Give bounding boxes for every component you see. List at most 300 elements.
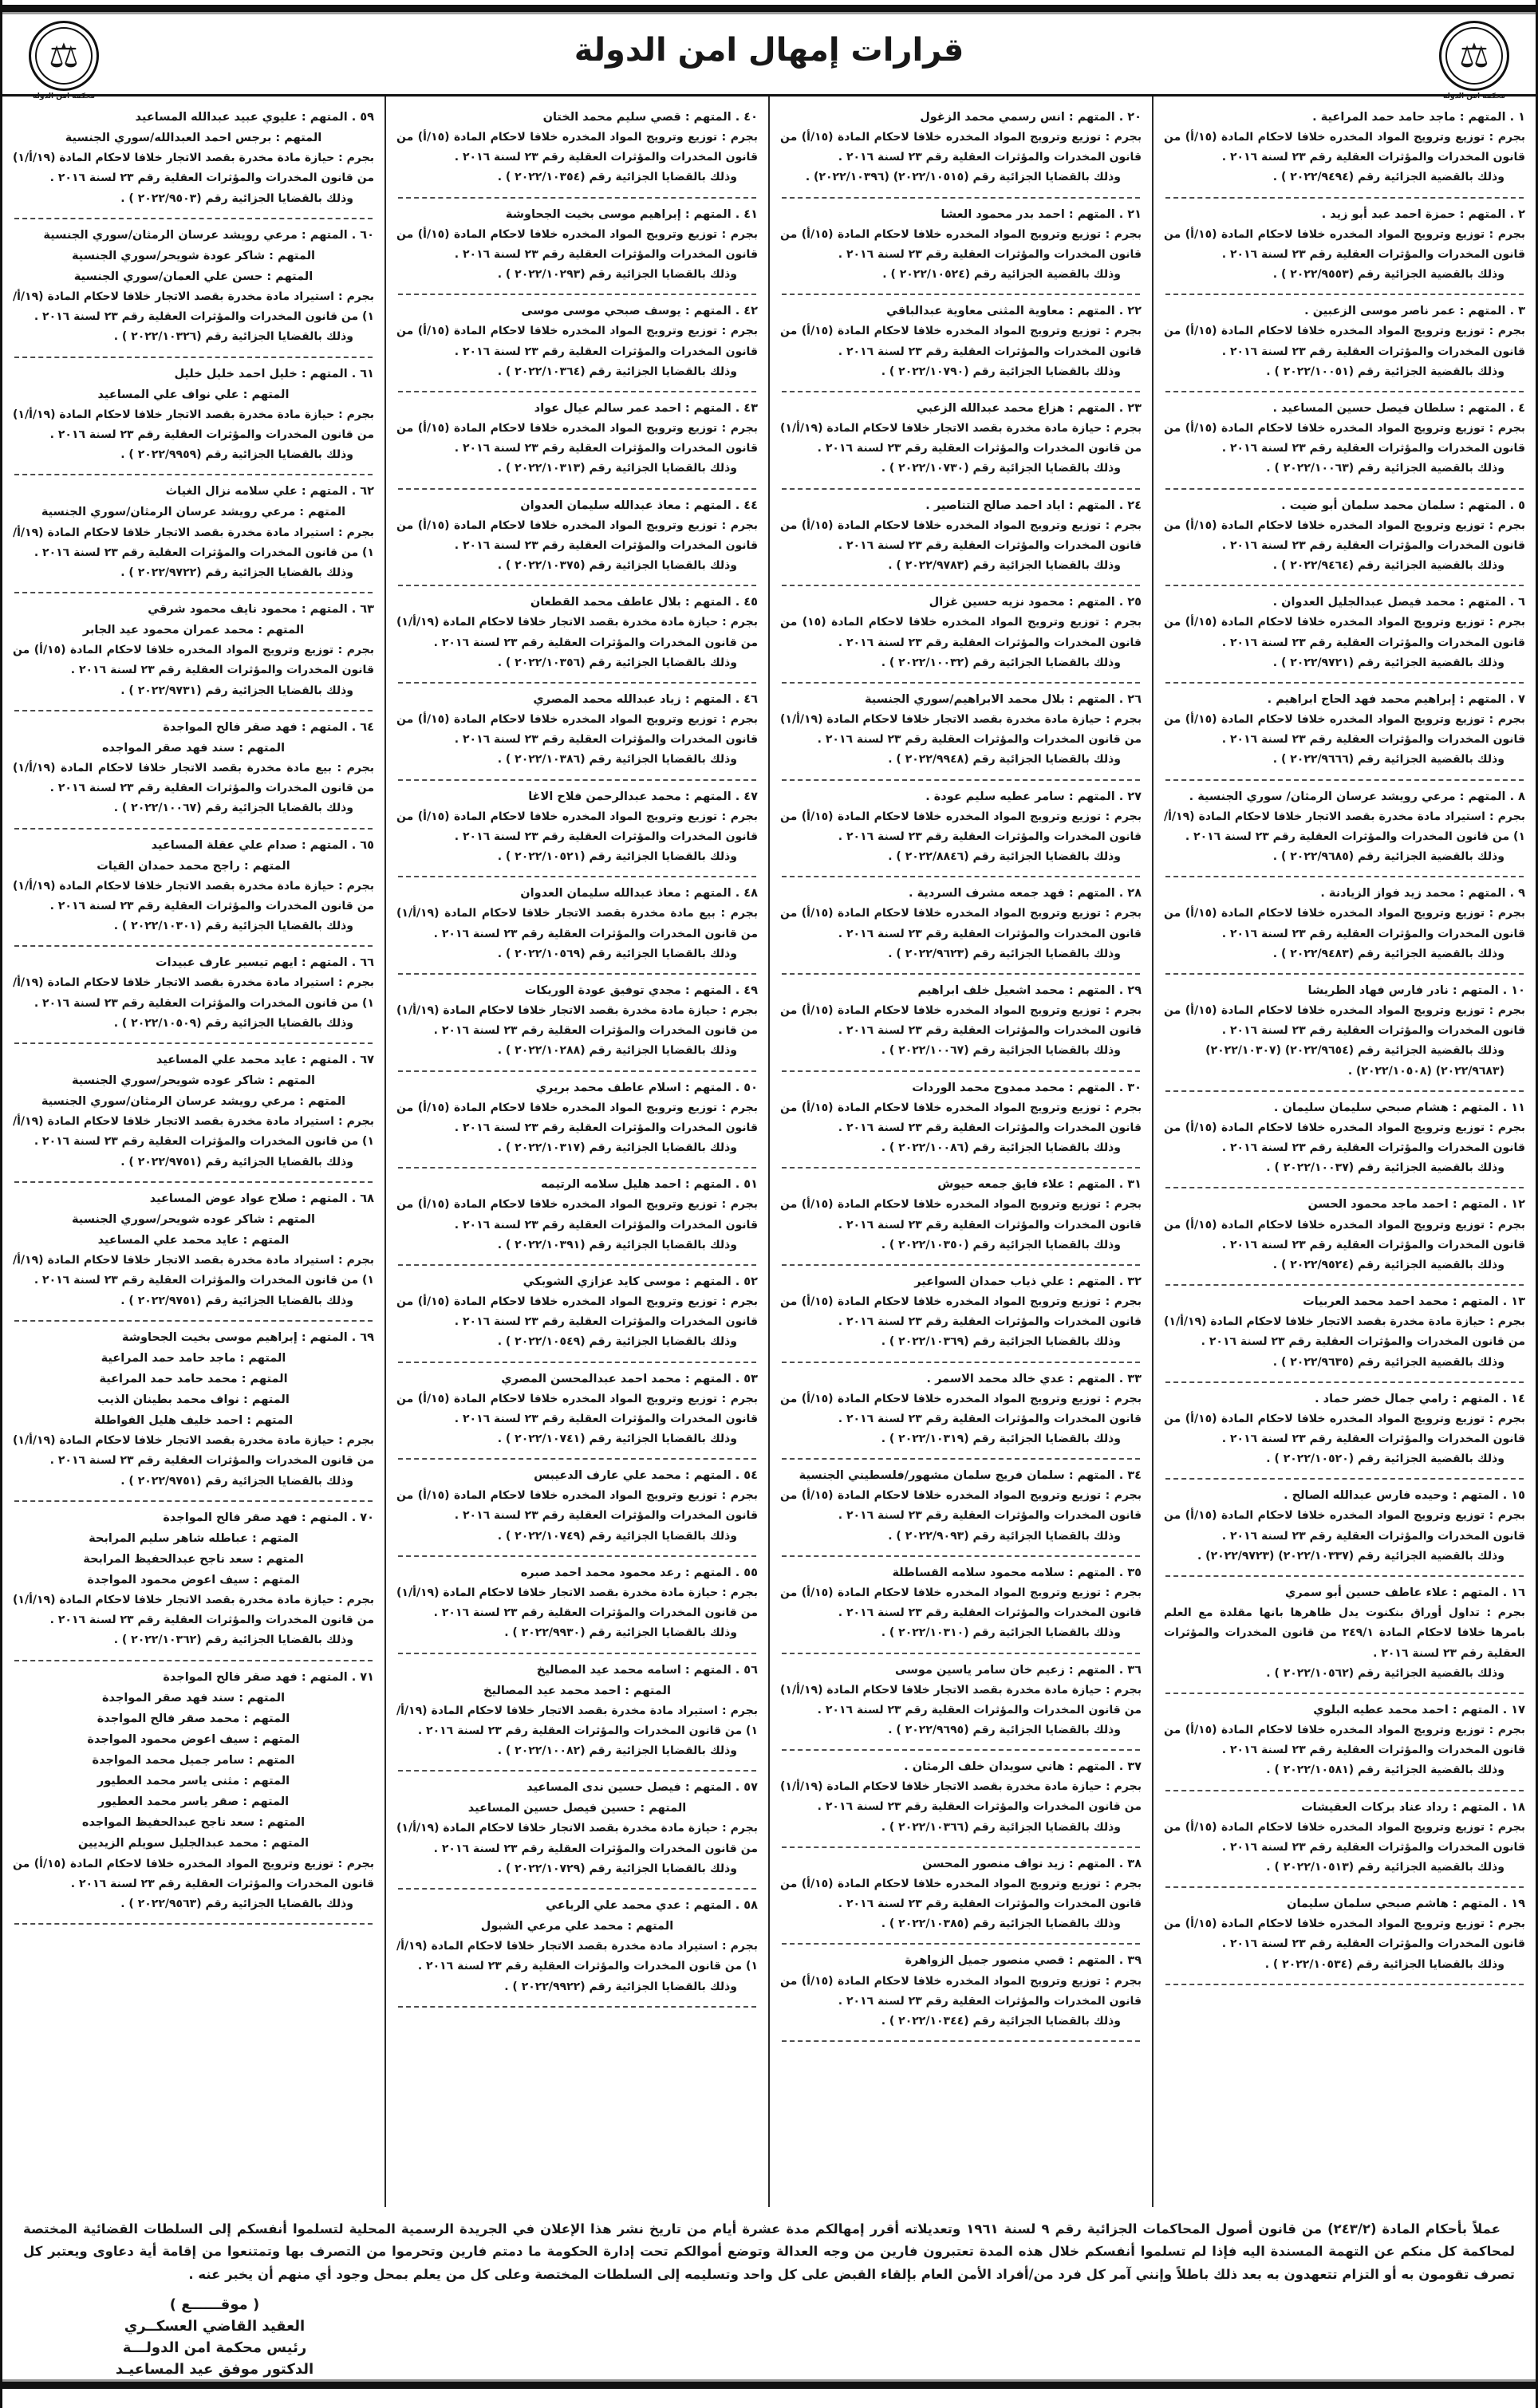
case-entry xyxy=(396,1170,758,1257)
accused-name: ٤٧ . المتهم : محمد عبدالرحمن فلاح الاغا xyxy=(528,790,758,803)
charge-text: بجرم : حيازة مادة مخدرة بقصد الاتجار خلافا لاحكام المادة (١٩/أ/١) من قانون المخدرات والمؤثرات العقلية رقم ٢٣ لسنة ٢٠١٦ . xyxy=(1164,1315,1525,1349)
accused-name: ٣٨ . المتهم : زيد نواف منصور المحسن xyxy=(922,1857,1142,1870)
case-number-line: وذلك بالقضايا الجزائية رقم (٢٠٢٢/١٠٥٠٩ ) . xyxy=(113,1016,353,1030)
charge-text: بجرم : توزيع وترويج المواد المخدره خلافا لاحكام المادة (١٥/أ) من قانون المخدرات والمؤثرات العقلية رقم ٢٣ لسنة ٢٠١٦ . xyxy=(780,518,1142,552)
accused-name: ٤٨ . المتهم : معاذ عبدالله سليمان العدوان xyxy=(520,887,758,901)
charge-text: بجرم : حيازة مادة مخدرة بقصد الاتجار خلافا لاحكام المادة (١٩/أ/١) من قانون المخدرات والمؤثرات العقلية رقم ٢٣ لسنة ٢٠١٦ . xyxy=(13,1434,374,1468)
accused-name: ٤٣ . المتهم : احمد عمر سالم عيال عواد xyxy=(534,401,758,415)
charge-text: بجرم : حيازة مادة مخدرة بقصد الاتجار خلافا لاحكام المادة (١٩/أ/١) من قانون المخدرات والمؤثرات العقلية رقم ٢٣ لسنة ٢٠١٦ . xyxy=(780,1683,1142,1716)
case-number-line: وذلك بالقضية الجزائية رقم (٢٠٢٢/٩٥٥٣ ) . xyxy=(1272,268,1504,282)
accused-name: ١٠ . المتهم : نادر فارس فهاد الطريشا xyxy=(1307,983,1525,997)
accused-name: المتهم : محمد علي مرعي الشبول xyxy=(480,1920,674,1933)
charge-text: بجرم : استيراد مادة مخدرة بقصد الاتجار خلافا لاحكام المادة (١٩/أ/١) من قانون المخدرات والمؤثرات العقلية رقم ٢٣ لسنة ٢٠١٦ . xyxy=(13,1254,374,1287)
entry-separator xyxy=(782,1458,1140,1460)
case-entry xyxy=(780,685,1142,772)
accused-name: ١١ . المتهم : هشام صبحي سليمان سليمان . xyxy=(1273,1101,1525,1114)
case-number-line: وذلك بالقضية الجزائية رقم (٢٠٢٢/٩٥٢٤ ) . xyxy=(1272,1258,1504,1271)
accused-name: ٣١ . المتهم : علاء فايق جمعه حيوش xyxy=(937,1178,1142,1192)
accused-name: ٢٣ . المتهم : هزاع محمد عبدالله الزعبي xyxy=(916,401,1142,415)
case-number-line: وذلك بالقضية الجزائية رقم (٢٠٢٢/٩٧٢١ ) . xyxy=(1272,656,1504,669)
case-entry xyxy=(13,831,374,939)
charge-text: بجرم : توزيع وترويج المواد المخدره خلافا لاحكام المادة (١٥/أ) من قانون المخدرات والمؤثرات العقلية رقم ٢٣ لسنة ٢٠١٦ . xyxy=(396,1489,759,1523)
accused-name: ٧١ . المتهم : فهد صقر فالح المواجدة xyxy=(163,1670,374,1684)
entry-separator xyxy=(14,828,373,830)
accused-name: ٦١ . المتهم : خليل احمد خليل خليل xyxy=(174,367,374,380)
charge-text: بجرم : تداول أوراق بنكنوت يدل ظاهرها بانها مقلدة مع العلم بامرها خلافا لاحكام المادة ٢٤٩/١ من قانون المخدرات والمؤثرات العقلية رقم ٢٣ لسنة ٢٠١٦ . xyxy=(1164,1606,1525,1660)
accused-name: ٢٠ . المتهم : انس رسمي محمد الزغول xyxy=(920,111,1142,124)
entry-separator xyxy=(782,1167,1140,1169)
scales-of-justice-icon: ⚖ xyxy=(49,36,79,75)
case-entry xyxy=(396,200,758,287)
charge-text: بجرم : استيراد مادة مخدرة بقصد الاتجار خلافا لاحكام المادة (١٩/أ/١) من قانون المخدرات والمؤثرات العقلية رقم ٢٣ لسنة ٢٠١٦ . xyxy=(13,290,374,324)
case-entry xyxy=(780,1267,1142,1354)
charge-text: بجرم : توزيع وترويج المواد المخدره خلافا لاحكام المادة (١٥/أ) من قانون المخدرات والمؤثرات العقلية رقم ٢٣ لسنة ٢٠١٦ . xyxy=(1164,1509,1526,1543)
case-entry xyxy=(780,976,1142,1063)
seal-caption: محكمة امن الدولة xyxy=(1443,93,1505,100)
case-number-line: وذلك بالقضية الجزائية رقم (٢٠٢٢/٩٤٩٤ ) . xyxy=(1272,171,1504,184)
entry-separator xyxy=(398,1555,756,1557)
charge-text: بجرم : توزيع وترويج المواد المخدره خلافا لاحكام المادة (١٥/أ) من قانون المخدرات والمؤثرات العقلية رقم ٢٣ لسنة ٢٠١٦ . xyxy=(13,644,375,677)
charge-text: بجرم : توزيع وترويج المواد المخدره خلافا لاحكام المادة (١٥/أ) من قانون المخدرات والمؤثرات العقلية رقم ٢٣ لسنة ٢٠١٦ . xyxy=(396,131,759,164)
case-entry xyxy=(13,1046,374,1174)
entry-separator xyxy=(398,973,756,975)
entry-separator xyxy=(782,197,1140,199)
case-number-line: وذلك بالقضية الجزائية رقم (٢٠٢٢/١٠٥١٣ ) . xyxy=(1266,1861,1504,1874)
charge-text: بجرم : توزيع وترويج المواد المخدره خلافا لاحكام المادة (١٥/أ) من قانون المخدرات والمؤثرات العقلية رقم ٢٣ لسنة ٢٠١٦ . xyxy=(1164,325,1526,358)
charge-text: بجرم : توزيع وترويج المواد المخدره خلافا لاحكام المادة (١٥/أ) من قانون المخدرات والمؤثرات العقلية رقم ٢٣ لسنة ٢٠١٦ . xyxy=(396,1295,759,1329)
entry-separator xyxy=(398,1653,756,1654)
charge-text: بجرم : توزيع وترويج المواد المخدره خلافا لاحكام المادة (١٥/أ) من قانون المخدرات والمؤثرات العقلية رقم ٢٣ لسنة ٢٠١٦ . xyxy=(396,422,759,455)
case-number-line: وذلك بالقضايا الجزائية رقم (٢٠٢٢/٩٥٠٣ ) . xyxy=(120,191,353,205)
entry-separator xyxy=(1165,1575,1524,1577)
case-entry xyxy=(396,976,758,1063)
masthead xyxy=(2,14,1536,100)
accused-name: ٥٨ . المتهم : عدي محمد علي الرباعي xyxy=(546,1899,758,1912)
entry-separator xyxy=(782,1555,1140,1557)
case-entry xyxy=(396,1461,758,1548)
case-entry xyxy=(780,1850,1142,1937)
case-entry xyxy=(1164,1094,1525,1180)
charge-text: بجرم : توزيع وترويج المواد المخدره خلافا لاحكام المادة (١٥/أ) من قانون المخدرات والمؤثرات العقلية رقم ٢٣ لسنة ٢٠١٦ . xyxy=(1164,1723,1526,1757)
entry-separator xyxy=(398,1070,756,1072)
case-number-line: وذلك بالقضايا الجزائية رقم (٢٠٢٢/١٠٧٣٠ ) . xyxy=(881,462,1121,475)
case-entry xyxy=(780,103,1142,190)
entry-separator xyxy=(782,488,1140,490)
entry-separator xyxy=(398,1264,756,1266)
accused-name: ٢٧ . المتهم : سامر عطيه سليم عودة . xyxy=(925,790,1142,803)
case-entry xyxy=(13,713,374,821)
entry-separator xyxy=(14,945,373,947)
case-entry xyxy=(13,103,374,211)
charge-text: بجرم : توزيع وترويج المواد المخدره خلافا لاحكام المادة (١٥) من قانون المخدرات والمؤثرات العقلية رقم ٢٣ لسنة ٢٠١٦ . xyxy=(780,616,1142,649)
case-number-line: وذلك بالقضية الجزائية رقم (٢٠٢٢/٩٦٨٥ ) . xyxy=(1272,850,1504,864)
accused-name: ١٤ . المتهم : رامي جمال خضر حماد . xyxy=(1315,1392,1525,1405)
case-entry xyxy=(1164,1578,1525,1685)
case-entry xyxy=(396,394,758,481)
accused-name: ٣٢ . المتهم : علي ذياب حمدان السواعير xyxy=(914,1275,1142,1288)
case-number-line: وذلك بالقضايا الجزائية رقم (٢٠٢٢/١٠٠٦٧ ) . xyxy=(113,802,353,815)
entry-separator xyxy=(1165,973,1524,975)
charge-text: بجرم : توزيع وترويج المواد المخدره خلافا لاحكام المادة (١٥/أ) من قانون المخدرات والمؤثرات العقلية رقم ٢٣ لسنة ٢٠١٦ . xyxy=(780,907,1142,940)
case-entry xyxy=(396,1773,758,1881)
charge-text: بجرم : حيازة مادة مخدرة بقصد الاتجار خلافا لاحكام المادة (١٩/أ/١) من قانون المخدرات والمؤثرات العقلية رقم ٢٣ لسنة ٢٠١٦ . xyxy=(396,1586,758,1620)
charge-text: بجرم : توزيع وترويج المواد المخدره خلافا لاحكام المادة (١٥/أ) من قانون المخدرات والمؤثرات العقلية رقم ٢٣ لسنة ٢٠١٦ . xyxy=(1164,1004,1526,1038)
charge-text: بجرم : حيازة مادة مخدرة بقصد الاتجار خلافا لاحكام المادة (١٩/أ/١) من قانون المخدرات والمؤثرات العقلية رقم ٢٣ لسنة ٢٠١٦ . xyxy=(396,1822,758,1855)
charge-text: بجرم : توزيع وترويج المواد المخدره خلافا لاحكام المادة (١٥/أ) من قانون المخدرات والمؤثرات العقلية رقم ٢٣ لسنة ٢٠١٦ . xyxy=(1164,1218,1526,1251)
case-number-line: وذلك بالقضايا الجزائية رقم (٢٠٢٢/١٠٣٥٠ ) . xyxy=(881,1238,1121,1251)
top-border-rule xyxy=(2,5,1536,14)
accused-name: ٥٦ . المتهم : اسامه محمد عيد المصاليخ xyxy=(536,1663,758,1677)
accused-name: المتهم : شاكر عوده شويحر/سوري الجنسية xyxy=(72,1074,315,1088)
case-entry xyxy=(396,1559,758,1645)
case-number-line: وذلك بالقضايا الجزائية رقم (٢٠٢٢/٩٦٩٥ ) . xyxy=(888,1723,1121,1736)
case-entry xyxy=(780,1074,1142,1161)
charge-text: بجرم : حيازة مادة مخدرة بقصد الاتجار خلافا لاحكام المادة (١٩/أ/١) من قانون المخدرات والمؤثرات العقلية رقم ٢٣ لسنة ٢٠١٦ . xyxy=(396,1004,758,1038)
case-entry xyxy=(1164,1190,1525,1277)
accused-name: المتهم : ماجد حامد حمد المراعية xyxy=(101,1351,286,1365)
case-entry xyxy=(780,1656,1142,1743)
case-entry xyxy=(1164,1890,1525,1976)
accused-name: ١٢ . المتهم : احمد ماجد محمود الحسن xyxy=(1307,1198,1525,1212)
charge-text: بجرم : توزيع وترويج المواد المخدره خلافا لاحكام المادة (١٥/أ) من قانون المخدرات والمؤثرات العقلية رقم ٢٣ لسنة ٢٠١٦ . xyxy=(396,518,759,552)
entry-separator xyxy=(398,876,756,877)
entry-separator xyxy=(398,2006,756,2008)
seal-circle xyxy=(1439,21,1509,91)
charge-text: بجرم : حيازة مادة مخدرة بقصد الاتجار خلافا لاحكام المادة (١٩/أ/١) من قانون المخدرات والمؤثرات العقلية رقم ٢٣ لسنة ٢٠١٦ . xyxy=(13,152,374,185)
case-entry xyxy=(396,588,758,675)
charge-text: بجرم : توزيع وترويج المواد المخدره خلافا لاحكام المادة (١٥/أ) من قانون المخدرات والمؤثرات العقلية رقم ٢٣ لسنة ٢٠١٦ . xyxy=(1164,518,1526,552)
charge-text: بجرم : حيازة مادة مخدرة بقصد الاتجار خلافا لاحكام المادة (١٩/أ/١) من قانون المخدرات والمؤثرات العقلية رقم ٢٣ لسنة ٢٠١٦ . xyxy=(13,408,374,441)
case-entry xyxy=(396,1365,758,1452)
accused-name: المتهم : محمد صقر فالح المواجدة xyxy=(97,1712,290,1725)
case-entry xyxy=(13,360,374,467)
accused-name: المتهم : سعد ناجح عبدالحفيظ المواجده xyxy=(81,1816,306,1830)
case-number-line: وذلك بالقضايا الجزائية رقم (٢٠٢٢/٩٩٤٨ ) . xyxy=(888,753,1121,767)
case-number-line: وذلك بالقضية الجزائية رقم (٢٠٢٢/٩٦٥٤) (٢٠٢٢/١٠٣٠٧) (٢٠٢٢/٩٦٨٣) (٢٠٢٢/١٠٥٠٨) . xyxy=(1205,1044,1504,1078)
charge-text: بجرم : توزيع وترويج المواد المخدره خلافا لاحكام المادة (١٥/أ) من قانون المخدرات والمؤثرات العقلية رقم ٢٣ لسنة ٢٠١٦ . xyxy=(1164,1121,1526,1155)
charge-text: بجرم : توزيع وترويج المواد المخدره خلافا لاحكام المادة (١٥/أ) من قانون المخدرات والمؤثرات العقلية رقم ٢٣ لسنة ٢٠١٦ . xyxy=(780,1198,1142,1232)
accused-name: المتهم : احمد خليف هليل الفواطلة xyxy=(93,1414,294,1428)
column xyxy=(386,97,770,2207)
entry-separator xyxy=(782,1264,1140,1266)
accused-name: ٤٢ . المتهم : يوسف صبحي موسى موسى xyxy=(521,305,758,318)
accused-name: ٦٤ . المتهم : فهد صقر فالح المواجدة xyxy=(163,720,374,734)
charge-text: بجرم : استيراد مادة مخدرة بقصد الاتجار خلافا لاحكام المادة (١٩/أ/١) من قانون المخدرات والمؤثرات العقلية رقم ٢٣ لسنة ٢٠١٦ . xyxy=(1164,810,1525,843)
accused-name: ٢ . المتهم : حمزة احمد عبد أبو زيد . xyxy=(1321,207,1525,221)
entry-separator xyxy=(398,488,756,490)
entry-separator xyxy=(398,391,756,392)
case-entry xyxy=(13,1504,374,1653)
case-entry xyxy=(1164,1793,1525,1880)
accused-name: ١ . المتهم : ماجد حامد حمد المراعية . xyxy=(1312,111,1525,124)
case-entry xyxy=(1164,1385,1525,1472)
entry-separator xyxy=(782,1070,1140,1072)
signature-line: ( موقــــــع ) xyxy=(169,2296,260,2314)
case-number-line: وذلك بالقضايا الجزائية رقم (٢٠٢٢/٩٠٩٣ ) . xyxy=(888,1529,1121,1543)
entry-separator xyxy=(1165,876,1524,877)
charge-text: بجرم : توزيع وترويج المواد المخدره خلافا لاحكام المادة (١٥/أ) من قانون المخدرات والمؤثرات العقلية رقم ٢٣ لسنة ٢٠١٦ . xyxy=(780,1489,1142,1523)
case-number-line: وذلك بالقضايا الجزائية رقم (٢٠٢٢/٩٩٣٠ ) . xyxy=(504,1626,737,1640)
accused-name: ٢٨ . المتهم : فهد جمعه مشرف السردية . xyxy=(909,887,1142,901)
accused-name: ٨ . المتهم : مرعي رويشد عرسان الرمثان/ سوري الجنسية . xyxy=(1189,790,1525,803)
charge-text: بجرم : توزيع وترويج المواد المخدره خلافا لاحكام المادة (١٥/أ) من قانون المخدرات والمؤثرات العقلية رقم ٢٣ لسنة ٢٠١٦ . xyxy=(1164,131,1526,164)
case-number-line: وذلك بالقضايا الجزائية رقم (٢٠٢٢/١٠٧٩٠ ) . xyxy=(881,365,1121,378)
case-entry xyxy=(1164,1696,1525,1783)
case-entry xyxy=(1164,103,1525,190)
case-number-line: وذلك بالقضايا الجزائية رقم (٢٠٢٢/٩٧٣١ ) . xyxy=(120,684,353,697)
accused-name: ٣٠ . المتهم : محمد ممدوح محمد الوردات xyxy=(912,1081,1142,1094)
entry-separator xyxy=(1165,1478,1524,1480)
case-number-line: وذلك بالقضية الجزائية رقم (٢٠٢٢/٩٤٦٤ ) . xyxy=(1272,559,1504,573)
accused-name: ٤٠ . المتهم : قصي سليم محمد الختان xyxy=(542,111,758,124)
case-number-line: وذلك بالقضايا الجزائية رقم (٢٠٢٢/١٠٣٩١ ) . xyxy=(497,1238,737,1251)
case-entry xyxy=(396,1656,758,1764)
entry-separator xyxy=(14,357,373,358)
charge-text: بجرم : توزيع وترويج المواد المخدره خلافا لاحكام المادة (١٥/أ) من قانون المخدرات والمؤثرات العقلية رقم ٢٣ لسنة ٢٠١٦ . xyxy=(1164,227,1526,261)
case-entry xyxy=(1164,685,1525,772)
entry-separator xyxy=(14,1181,373,1183)
case-entry xyxy=(396,491,758,578)
case-number-line: وذلك بالقضايا الجزائية رقم (٢٠٢٢/١٠٢٨٨ ) . xyxy=(497,1044,737,1058)
case-number-line: وذلك بالقضايا الجزائية رقم (٢٠٢٢/٩٧٥١ ) . xyxy=(120,1155,353,1169)
charge-text: بجرم : توزيع وترويج المواد المخدره خلافا لاحكام المادة (١٥/أ) من قانون المخدرات والمؤثرات العقلية رقم ٢٣ لسنة ٢٠١٦ . xyxy=(13,1857,375,1890)
case-number-line: وذلك بالقضايا الجزائية رقم (٢٠٢٢/١٠٣٦٢ ) . xyxy=(113,1634,353,1647)
charge-text: بجرم : توزيع وترويج المواد المخدره خلافا لاحكام المادة (١٥/أ) من قانون المخدرات والمؤثرات العقلية رقم ٢٣ لسنة ٢٠١٦ . xyxy=(396,713,759,747)
case-entry xyxy=(780,491,1142,578)
case-number-line: وذلك بالقضية الجزائية رقم (٢٠٢٢/١٠٥٨١ ) . xyxy=(1266,1764,1504,1777)
case-number-line: وذلك بالقضايا الجزائية رقم (٢٠٢٢/٩٩٥٩ ) . xyxy=(120,448,353,462)
accused-name: ١٦ . المتهم : علاء عاطف حسين أبو سمري xyxy=(1285,1586,1525,1600)
accused-name: ٥٠ . المتهم : اسلام عاطف محمد بريري xyxy=(535,1081,758,1094)
court-seal-left xyxy=(1430,21,1518,100)
case-entry xyxy=(1164,1287,1525,1374)
accused-name: المتهم : احمد محمد عيد المصاليخ xyxy=(483,1684,671,1697)
entry-separator xyxy=(1165,488,1524,490)
charge-text: بجرم : توزيع وترويج المواد المخدره خلافا لاحكام المادة (١٥/أ) من قانون المخدرات والمؤثرات العقلية رقم ٢٣ لسنة ٢٠١٦ . xyxy=(1164,907,1526,940)
accused-name: المتهم : برجس احمد العبدالله/سوري الجنسية xyxy=(65,132,322,145)
accused-name: ٧ . المتهم : إبراهيم محمد فهد الحاج ابراهيم . xyxy=(1267,692,1525,706)
accused-name: ١٩ . المتهم : هاشم صبحي سلمان سليمان xyxy=(1287,1898,1525,1911)
case-number-line: وذلك بالقضايا الجزائية رقم (٢٠٢٢/١٠٠٣٢ ) . xyxy=(881,656,1121,669)
accused-name: المتهم : علي نواف علي المساعيد xyxy=(97,388,290,401)
case-entry xyxy=(1164,782,1525,869)
charge-text: بجرم : توزيع وترويج المواد المخدره خلافا لاحكام المادة (١٥/أ) من قانون المخدرات والمؤثرات العقلية رقم ٢٣ لسنة ٢٠١٦ . xyxy=(396,810,759,843)
column xyxy=(1154,97,1536,2207)
case-number-line: وذلك بالقضايا الجزائية رقم (٢٠٢٢/١٠٢٩٣ ) . xyxy=(497,268,737,282)
case-entry xyxy=(396,103,758,190)
case-number-line: وذلك بالقضايا الجزائية رقم (٢٠٢٢/١٠٥٤٩ ) . xyxy=(497,1335,737,1349)
charge-text: بجرم : توزيع وترويج المواد المخدره خلافا لاحكام المادة (١٥/أ) من قانون المخدرات والمؤثرات العقلية رقم ٢٣ لسنة ٢٠١٦ . xyxy=(780,131,1142,164)
case-entry xyxy=(780,1365,1142,1452)
accused-name: المتهم : حسن علي العمان/سوري الجنسية xyxy=(73,270,314,283)
accused-name: ٢٦ . المتهم : بلال محمد الابراهيم/سوري الجنسية xyxy=(865,692,1142,706)
charge-text: بجرم : توزيع وترويج المواد المخدره خلافا لاحكام المادة (١٥/أ) من قانون المخدرات والمؤثرات العقلية رقم ٢٣ لسنة ٢٠١٦ . xyxy=(1164,1917,1526,1951)
case-entry xyxy=(780,200,1142,287)
case-number-line: وذلك بالقضايا الجزائية رقم (٢٠٢٢/٩٧٨٣ ) . xyxy=(888,559,1121,573)
accused-name: ١٧ . المتهم : احمد محمد عطيه البلوي xyxy=(1313,1703,1525,1716)
accused-name: ٥١ . المتهم : احمد هليل سلامه الرتيمه xyxy=(540,1178,758,1192)
charge-text: بجرم : حيازة مادة مخدرة بقصد الاتجار خلافا لاحكام المادة (١٩/أ/١) من قانون المخدرات والمؤثرات العقلية رقم ٢٣ لسنة ٢٠١٦ . xyxy=(13,879,374,912)
accused-name: ٣٩ . المتهم : قصي منصور جميل الزواهرة xyxy=(905,1954,1142,1968)
entry-separator xyxy=(398,779,756,781)
seal-circle xyxy=(29,21,99,91)
entry-separator xyxy=(14,1042,373,1044)
entry-separator xyxy=(14,1660,373,1661)
charge-text: بجرم : توزيع وترويج المواد المخدره خلافا لاحكام المادة (١٥/أ) من قانون المخدرات والمؤثرات العقلية رقم ٢٣ لسنة ٢٠١٦ . xyxy=(396,227,759,261)
case-entry xyxy=(396,297,758,384)
case-entry xyxy=(780,394,1142,481)
entry-separator xyxy=(1165,1693,1524,1694)
case-entry xyxy=(13,1663,374,1916)
accused-name: ٦٠ . المتهم : مرعي رويشد عرسان الرمثان/سوري الجنسية xyxy=(43,228,374,242)
case-entry xyxy=(780,588,1142,675)
charge-text: بجرم : بيع مادة مخدرة بقصد الاتجار خلافا لاحكام المادة (١٩/أ/١) من قانون المخدرات والمؤثرات العقلية رقم ٢٣ لسنة ٢٠١٦ . xyxy=(396,907,758,940)
accused-name: المتهم : سيف اعوض محمود المواجدة xyxy=(87,1732,300,1746)
case-entry xyxy=(396,685,758,772)
column xyxy=(2,97,386,2207)
case-number-line: وذلك بالقضايا الجزائية رقم (٢٠٢٢/٩٧٥١ ) . xyxy=(120,1294,353,1307)
accused-name: ٢٥ . المتهم : محمود نزيه حسين غزال xyxy=(929,596,1142,609)
case-number-line: وذلك بالقضايا الجزائية رقم (٢٠٢٢/١٠٥٢١ ) . xyxy=(497,850,737,864)
charge-text: بجرم : توزيع وترويج المواد المخدره خلافا لاحكام المادة (١٥/أ) من قانون المخدرات والمؤثرات العقلية رقم ٢٣ لسنة ٢٠١٦ . xyxy=(780,1101,1142,1134)
case-entry xyxy=(1164,200,1525,287)
charge-text: بجرم : حيازة مادة مخدرة بقصد الاتجار خلافا لاحكام المادة (١٩/أ/١) من قانون المخدرات والمؤثرات العقلية رقم ٢٣ لسنة ٢٠١٦ . xyxy=(780,1780,1142,1814)
case-entry xyxy=(1164,297,1525,384)
entry-separator xyxy=(782,585,1140,586)
accused-name: ٦٢ . المتهم : علي سلامه نزال الغياث xyxy=(165,485,374,499)
case-entry xyxy=(780,782,1142,869)
case-number-line: وذلك بالقضايا الجزائية رقم (٢٠٢٢/١٠٥١٥) (٢٠٢٢/١٠٣٩٦) . xyxy=(805,171,1121,184)
entry-separator xyxy=(398,1362,756,1363)
entry-separator xyxy=(14,710,373,711)
accused-name: ١٣ . المتهم : محمد احمد محمد العربيات xyxy=(1303,1295,1525,1309)
entry-separator xyxy=(14,1923,373,1925)
accused-name: ٤٥ . المتهم : بلال عاطف محمد القطعان xyxy=(530,596,758,609)
entry-separator xyxy=(1165,1886,1524,1888)
entry-separator xyxy=(1165,1381,1524,1383)
entry-separator xyxy=(1165,779,1524,781)
charge-text: بجرم : توزيع وترويج المواد المخدره خلافا لاحكام المادة (١٥/أ) من قانون المخدرات والمؤثرات العقلية رقم ٢٣ لسنة ٢٠١٦ . xyxy=(780,810,1142,843)
accused-name: ٣ . المتهم : عمر ناصر موسى الزعبين . xyxy=(1304,305,1525,318)
case-number-line: وذلك بالقضية الجزائية رقم (٢٠٢٢/١٠٠٣٧ ) . xyxy=(1266,1161,1504,1175)
charge-text: بجرم : توزيع وترويج المواد المخدره خلافا لاحكام المادة (١٥/أ) من قانون المخدرات والمؤثرات العقلية رقم ٢٣ لسنة ٢٠١٦ . xyxy=(780,1295,1142,1329)
case-entry xyxy=(13,477,374,585)
case-entry xyxy=(780,297,1142,384)
accused-name: ٣٤ . المتهم : سلمان فريج سلمان مشهور/فلسطيني الجنسية xyxy=(799,1469,1142,1483)
charge-text: بجرم : بيع مادة مخدرة بقصد الاتجار خلافا لاحكام المادة (١٩/أ/١) من قانون المخدرات والمؤثرات العقلية رقم ٢٣ لسنة ٢٠١٦ . xyxy=(13,762,374,795)
charge-text: بجرم : توزيع وترويج المواد المخدره خلافا لاحكام المادة (١٥/أ) من قانون المخدرات والمؤثرات العقلية رقم ٢٣ لسنة ٢٠١٦ . xyxy=(780,227,1142,261)
charge-text: بجرم : توزيع وترويج المواد المخدره خلافا لاحكام المادة (١٥/أ) من قانون المخدرات والمؤثرات العقلية رقم ٢٣ لسنة ٢٠١٦ . xyxy=(780,325,1142,358)
accused-name: المتهم : عايد محمد علي المساعيد xyxy=(97,1234,290,1247)
accused-name: المتهم : مرعي رويشد عرسان الرمثان/سوري الجنسية xyxy=(41,506,346,519)
entry-separator xyxy=(782,391,1140,392)
case-number-line: وذلك بالقضية الجزائية رقم (٢٠٢٢/٩٦٦٦ ) . xyxy=(1272,753,1504,767)
accused-name: ٢١ . المتهم : احمد بدر محمود العشا xyxy=(941,207,1142,221)
case-number-line: وذلك بالقضايا الجزائية رقم (٢٠٢٢/٩٧٢٢ ) . xyxy=(120,566,353,579)
accused-name: المتهم : سامر جميل محمد المواجدة xyxy=(92,1754,295,1768)
entry-separator xyxy=(782,1653,1140,1654)
charge-text: بجرم : توزيع وترويج المواد المخدره خلافا لاحكام المادة (١٥/أ) من قانون المخدرات والمؤثرات العقلية رقم ٢٣ لسنة ٢٠١٦ . xyxy=(1164,1412,1526,1445)
accused-name: ٥٣ . المتهم : محمد احمد عبدالمحسن المصري xyxy=(501,1372,758,1385)
case-number-line: وذلك بالقضايا الجزائية رقم (٢٠٢٢/١٠٣٦٦ ) . xyxy=(881,1820,1121,1834)
entry-separator xyxy=(398,1770,756,1772)
case-number-line: وذلك بالقضايا الجزائية رقم (٢٠٢٢/١٠٣١٠ ) . xyxy=(881,1626,1121,1640)
entry-separator xyxy=(782,1943,1140,1945)
case-number-line: وذلك بالقضية الجزائية رقم (٢٠٢٢/١٠٥٢٠ ) . xyxy=(1266,1452,1504,1466)
charge-text: بجرم : توزيع وترويج المواد المخدره خلافا لاحكام المادة (١٥/أ) من قانون المخدرات والمؤثرات العقلية رقم ٢٣ لسنة ٢٠١٦ . xyxy=(396,325,759,358)
charge-text: بجرم : توزيع وترويج المواد المخدره خلافا لاحكام المادة (١٥/أ) من قانون المخدرات والمؤثرات العقلية رقم ٢٣ لسنة ٢٠١٦ . xyxy=(1164,616,1526,649)
case-entry xyxy=(780,879,1142,966)
case-entry xyxy=(1164,879,1525,966)
case-number-line: وذلك بالقضايا الجزائية رقم (٢٠٢٢/١٠٠٦٧ ) . xyxy=(881,1044,1121,1058)
entry-separator xyxy=(1165,197,1524,199)
case-number-line: وذلك بالقضايا الجزائية رقم (٢٠٢٢/٩٥٦٣ ) . xyxy=(120,1897,353,1910)
case-entry xyxy=(396,1074,758,1161)
charge-text: بجرم : استيراد مادة مخدرة بقصد الاتجار خلافا لاحكام المادة (١٩/أ/١) من قانون المخدرات والمؤثرات العقلية رقم ٢٣ لسنة ٢٠١٦ . xyxy=(13,976,374,1010)
charge-text: بجرم : استيراد مادة مخدرة بقصد الاتجار خلافا لاحكام المادة (١٩/أ/١) من قانون المخدرات والمؤثرات العقلية رقم ٢٣ لسنة ٢٠١٦ . xyxy=(396,1940,758,1973)
accused-name: المتهم : عباطله شاهر سليم المرابحة xyxy=(89,1531,298,1545)
entry-separator xyxy=(1165,1090,1524,1092)
entry-separator xyxy=(398,1167,756,1169)
charge-text: بجرم : حيازة مادة مخدرة بقصد الاتجار خلافا لاحكام المادة (١٩/أ/١) من قانون المخدرات والمؤثرات العقلية رقم ٢٣ لسنة ٢٠١٦ . xyxy=(13,1594,374,1627)
accused-name: ٦٥ . المتهم : صدام علي عقلة المساعيد xyxy=(151,838,374,852)
accused-name: ٢٩ . المتهم : محمد اشعيل خلف ابراهيم xyxy=(917,983,1142,997)
accused-name: المتهم : مثنى ياسر محمد العطيور xyxy=(97,1775,290,1788)
charge-text: بجرم : توزيع وترويج المواد المخدره خلافا لاحكام المادة (١٥/أ) من قانون المخدرات والمؤثرات العقلية رقم ٢٣ لسنة ٢٠١٦ . xyxy=(396,1392,759,1425)
charge-text: بجرم : استيراد مادة مخدرة بقصد الاتجار خلافا لاحكام المادة (١٩/أ/١) من قانون المخدرات والمؤثرات العقلية رقم ٢٣ لسنة ٢٠١٦ . xyxy=(13,1115,374,1149)
charge-text: بجرم : حيازة مادة مخدرة بقصد الاتجار خلافا لاحكام المادة (١٩/أ/١) من قانون المخدرات والمؤثرات العقلية رقم ٢٣ لسنة ٢٠١٦ . xyxy=(780,713,1142,747)
charge-text: بجرم : استيراد مادة مخدرة بقصد الاتجار خلافا لاحكام المادة (١٩/أ/١) من قانون المخدرات والمؤثرات العقلية رقم ٢٣ لسنة ٢٠١٦ . xyxy=(13,526,374,559)
accused-name: المتهم : محمد حامد حمد المراعية xyxy=(99,1372,288,1385)
scales-of-justice-icon: ⚖ xyxy=(1459,36,1489,75)
entry-separator xyxy=(782,973,1140,975)
charge-text: بجرم : توزيع وترويج المواد المخدره خلافا لاحكام المادة (١٥/أ) من قانون المخدرات والمؤثرات العقلية رقم ٢٣ لسنة ٢٠١٦ . xyxy=(780,1392,1142,1425)
seal-caption: محكمة امن الدولة xyxy=(33,93,95,100)
charge-text: بجرم : توزيع وترويج المواد المخدره خلافا لاحكام المادة (١٥/أ) من قانون المخدرات والمؤثرات العقلية رقم ٢٣ لسنة ٢٠١٦ . xyxy=(396,1198,759,1232)
entry-separator xyxy=(782,294,1140,295)
case-number-line: وذلك بالقضايا الجزائية رقم (٢٠٢٢/١٠٧٤١ ) . xyxy=(497,1433,737,1445)
case-number-line: وذلك بالقضايا الجزائية رقم (٢٠٢٢/١٠٣٤٤ ) . xyxy=(881,2014,1121,2028)
entry-separator xyxy=(398,1458,756,1460)
signature-line: رئيس محكمة امن الدولـــة xyxy=(122,2339,307,2357)
accused-name: المتهم : حسين فيصل حسين المساعيد xyxy=(467,1802,687,1815)
case-entry xyxy=(1164,1481,1525,1568)
signature-block xyxy=(79,2294,350,2380)
entry-separator xyxy=(782,1846,1140,1848)
accused-name: ٦٣ . المتهم : محمود نايف محمود شرقي xyxy=(148,603,374,617)
accused-name: ٥٤ . المتهم : محمد علي عارف الدعيبس xyxy=(534,1469,758,1483)
case-number-line: وذلك بالقضايا الجزائية رقم (٢٠٢٢/١٠٣٧٥ ) . xyxy=(497,559,737,573)
entry-separator xyxy=(398,294,756,295)
accused-name: ٤٩ . المتهم : مجدي توفيق عودة الوريكات xyxy=(524,983,758,997)
charge-text: بجرم : توزيع وترويج المواد المخدره خلافا لاحكام المادة (١٥/أ) من قانون المخدرات والمؤثرات العقلية رقم ٢٣ لسنة ٢٠١٦ . xyxy=(780,1004,1142,1038)
signature-line: العقيد القاضي العسكــري xyxy=(124,2318,306,2335)
case-number-line: وذلك بالقضية الجزائية رقم (٢٠٢٢/٩٦٣٥ ) . xyxy=(1272,1355,1504,1369)
charge-text: بجرم : استيراد مادة مخدرة بقصد الاتجار خلافا لاحكام المادة (١٩/أ/١) من قانون المخدرات والمؤثرات العقلية رقم ٢٣ لسنة ٢٠١٦ . xyxy=(396,1704,758,1737)
accused-name: ٦٨ . المتهم : صلاح عواد عوض المساعيد xyxy=(149,1192,374,1205)
entry-separator xyxy=(1165,1284,1524,1286)
page-title: قرارات إمهال امن الدولة xyxy=(574,32,964,69)
accused-name: المتهم : سيف اعوض محمود المواجدة xyxy=(87,1574,300,1586)
accused-name: ٥ . المتهم : سلمان محمد سلمان أبو ضيت . xyxy=(1281,499,1525,512)
case-number-line: وذلك بالقضايا الجزائية رقم (٢٠٢٢/١٠٧٤٩ ) . xyxy=(497,1529,737,1543)
charge-text: بجرم : توزيع وترويج المواد المخدره خلافا لاحكام المادة (١٥/أ) من قانون المخدرات والمؤثرات العقلية رقم ٢٣ لسنة ٢٠١٦ . xyxy=(1164,713,1526,747)
case-entry xyxy=(1164,491,1525,578)
accused-name: ٦٧ . المتهم : عايد محمد علي المساعيد xyxy=(156,1054,374,1066)
accused-name: المتهم : محمد عمران محمود عيد الجابر xyxy=(82,624,305,637)
accused-name: ٩ . المتهم : محمد زيد فواز الزيادنة . xyxy=(1320,887,1525,901)
accused-name: ٤ . المتهم : سلطان فيصل حسين المساعيد . xyxy=(1272,401,1525,415)
